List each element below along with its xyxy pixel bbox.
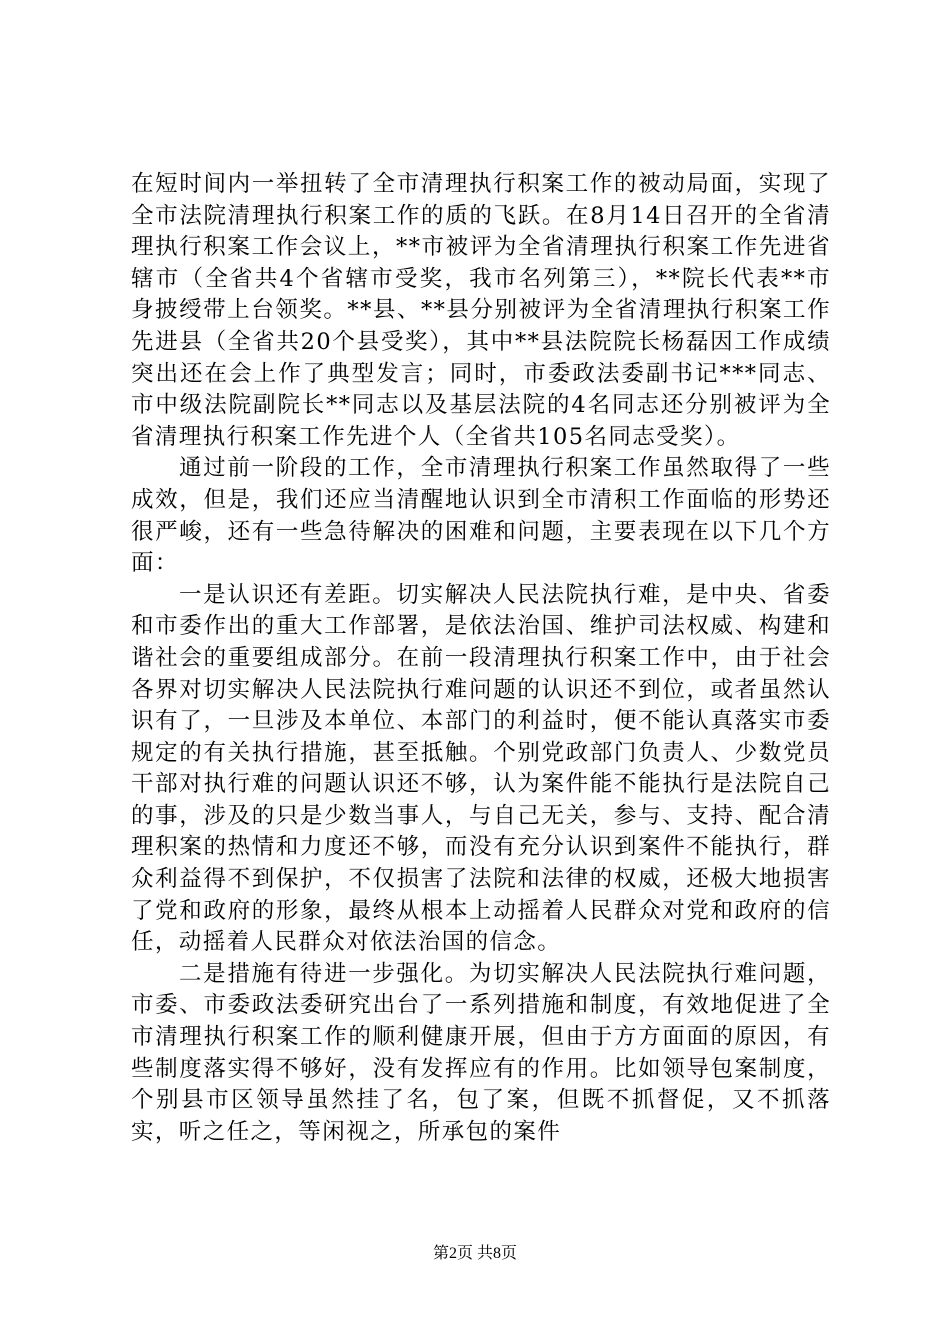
paragraph-2: 通过前一阶段的工作，全市清理执行积案工作虽然取得了一些成效，但是，我们还应当清醒地认识到全市清积工作面临的形势还很严峻，还有一些急待解决的困难和问题，主要表现在以下几个方面： [131,455,831,577]
page-footer: 第2页 共8页 [432,1245,517,1262]
paragraph-3: 一是认识还有差距。切实解决人民法院执行难，是中央、省委和市委作出的重大工作部署，是依法治国、维护司法权威、构建和谐社会的重要组成部分。在前一段清理执行积案工作中，由于社会各界对切实解决人民法院执行难问题的认识还不到位，或者虽然认识有了，一旦涉及本单位、本部门的利益时，便不能认真落实市委规定的有关执行措施，甚至抵触。个别党政部门负责人、少数党员干部对执行难的问题认识还不够，认为案件能不能执行是法院自己的事，涉及的只是少数当事人，与自己无关，参与、支持、配合清理积案的热情和力度还不够，而没有充分认识到案件不能执行，群众利益得不到保护，不仅损害了法院和法律的权威，还极大地损害了党和政府的形象，最终从根本上动摇着人民群众对党和政府的信任，动摇着人民群众对依法治国的信念。 [131,581,831,956]
paragraph-4: 二是措施有待进一步强化。为切实解决人民法院执行难问题，市委、市委政法委研究出台了一系列措施和制度，有效地促进了全市清理执行积案工作的顺利健康开展，但由于方方面面的原因，有些制度落实得不够好，没有发挥应有的作用。比如领导包案制度，个别县市区领导虽然挂了名，包了案，但既不抓督促，又不抓落实，听之任之，等闲视之，所承包的案件 [131,960,831,1145]
paragraph-1: 在短时间内一举扭转了全市清理执行积案工作的被动局面，实现了全市法院清理执行积案工作的质的飞跃。在8月14日召开的全省清理执行积案工作会议上，**市被评为全省清理执行积案工作先进省辖市（全省共4个省辖市受奖，我市名列第三），**院长代表**市身披绶带上台领奖。**县、**县分别被评为全省清理执行积案工作先进县（全省共20个县受奖），其中**县法院院长杨磊因工作成绩突出还在会上作了典型发言；同时，市委政法委副书记***同志、市中级法院副院长**同志以及基层法院的4名同志还分别被评为全省清理执行积案工作先进个人（全省共105名同志受奖）。 [131,171,831,450]
document-body [131,169,831,1148]
